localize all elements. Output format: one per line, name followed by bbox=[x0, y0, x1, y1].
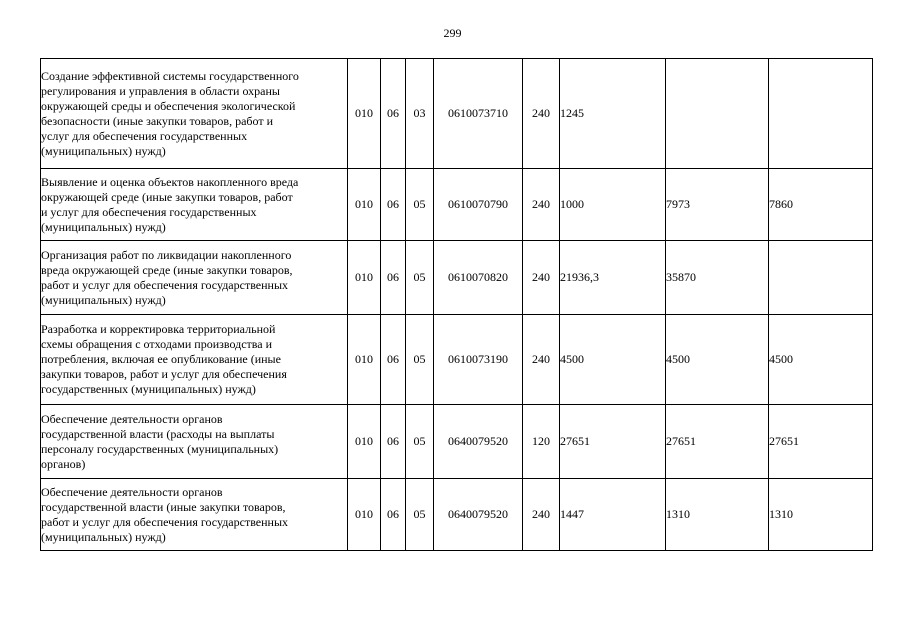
cell-target-article: 0610070820 bbox=[434, 241, 523, 315]
cell-amount-year-2: 27651 bbox=[666, 405, 769, 479]
cell-description bbox=[41, 479, 348, 551]
cell-expense-type: 240 bbox=[523, 169, 560, 241]
cell-amount-year-3 bbox=[769, 241, 873, 315]
cell-section: 06 bbox=[381, 479, 406, 551]
description-line: (муниципальных) нужд) bbox=[41, 529, 166, 544]
description-line: и услуг для обеспечения государственных bbox=[41, 204, 257, 219]
cell-subsection: 05 bbox=[406, 315, 434, 405]
table-body bbox=[41, 59, 873, 551]
description-line: работ и услуг для обеспечения государственных bbox=[41, 514, 289, 529]
cell-subsection: 05 bbox=[406, 479, 434, 551]
description-line: Выявление и оценка объектов накопленного вреда bbox=[41, 174, 299, 189]
cell-section: 06 bbox=[381, 59, 406, 169]
cell-expense-type: 240 bbox=[523, 241, 560, 315]
description-line: Разработка и корректировка территориальной bbox=[41, 322, 276, 336]
description-line: закупки товаров, работ и услуг для обеспечения bbox=[41, 367, 287, 381]
table-row bbox=[41, 169, 873, 241]
cell-target-article: 0640079520 bbox=[434, 405, 523, 479]
description-line: вреда окружающей среде (иные закупки товаров, bbox=[41, 262, 293, 277]
cell-amount-year-2: 35870 bbox=[666, 241, 769, 315]
cell-amount-year-2: 4500 bbox=[666, 315, 769, 405]
description-line: схемы обращения с отходами производства и bbox=[41, 337, 273, 351]
cell-subsection: 05 bbox=[406, 169, 434, 241]
description-line: Создание эффективной системы государственного bbox=[41, 68, 299, 83]
cell-grbs: 010 bbox=[348, 59, 381, 169]
table-row bbox=[41, 479, 873, 551]
table-row bbox=[41, 59, 873, 169]
cell-subsection: 03 bbox=[406, 59, 434, 169]
cell-description bbox=[41, 315, 348, 405]
cell-amount-year-2: 7973 bbox=[666, 169, 769, 241]
description-line: безопасности (иные закупки товаров, работ и bbox=[41, 113, 274, 128]
cell-amount-year-1: 1245 bbox=[560, 59, 666, 169]
description-line: государственной власти (иные закупки товаров, bbox=[41, 499, 286, 514]
cell-amount-year-3: 4500 bbox=[769, 315, 873, 405]
description-line: потребления, включая ее опубликование (иные bbox=[41, 352, 281, 366]
description-line: (муниципальных) нужд) bbox=[41, 292, 166, 307]
description-line: государственных (муниципальных) нужд) bbox=[41, 382, 256, 396]
table-row bbox=[41, 315, 873, 405]
cell-expense-type: 240 bbox=[523, 59, 560, 169]
description-line: органов) bbox=[41, 456, 86, 471]
cell-target-article: 0640079520 bbox=[434, 479, 523, 551]
cell-amount-year-1: 27651 bbox=[560, 405, 666, 479]
cell-subsection: 05 bbox=[406, 405, 434, 479]
cell-amount-year-1: 4500 bbox=[560, 315, 666, 405]
cell-description bbox=[41, 241, 348, 315]
cell-grbs: 010 bbox=[348, 315, 381, 405]
page-number: 299 bbox=[443, 26, 462, 40]
cell-subsection: 05 bbox=[406, 241, 434, 315]
cell-amount-year-3: 27651 bbox=[769, 405, 873, 479]
cell-amount-year-1: 1000 bbox=[560, 169, 666, 241]
description-line: окружающей среды и обеспечения экологической bbox=[41, 98, 296, 113]
cell-grbs: 010 bbox=[348, 241, 381, 315]
cell-description bbox=[41, 59, 348, 169]
cell-section: 06 bbox=[381, 169, 406, 241]
description-line: Организация работ по ликвидации накопленного bbox=[41, 247, 292, 262]
description-line: услуг для обеспечения государственных bbox=[41, 128, 248, 143]
cell-grbs: 010 bbox=[348, 479, 381, 551]
cell-amount-year-1: 1447 bbox=[560, 479, 666, 551]
cell-target-article: 0610070790 bbox=[434, 169, 523, 241]
description-line: персоналу государственных (муниципальных) bbox=[41, 441, 279, 456]
cell-description bbox=[41, 405, 348, 479]
cell-expense-type: 240 bbox=[523, 315, 560, 405]
cell-section: 06 bbox=[381, 315, 406, 405]
cell-description bbox=[41, 169, 348, 241]
description-line: Обеспечение деятельности органов bbox=[41, 411, 223, 426]
cell-amount-year-2 bbox=[666, 59, 769, 169]
cell-grbs: 010 bbox=[348, 405, 381, 479]
cell-target-article: 0610073710 bbox=[434, 59, 523, 169]
table-row bbox=[41, 405, 873, 479]
cell-amount-year-3: 7860 bbox=[769, 169, 873, 241]
cell-section: 06 bbox=[381, 405, 406, 479]
cell-amount-year-2: 1310 bbox=[666, 479, 769, 551]
cell-grbs: 010 bbox=[348, 169, 381, 241]
cell-amount-year-3 bbox=[769, 59, 873, 169]
cell-expense-type: 120 bbox=[523, 405, 560, 479]
description-line: регулирования и управления в области охраны bbox=[41, 83, 280, 98]
description-line: (муниципальных) нужд) bbox=[41, 143, 166, 158]
description-line: окружающей среде (иные закупки товаров, работ bbox=[41, 189, 293, 204]
description-line: Обеспечение деятельности органов bbox=[41, 484, 223, 499]
cell-section: 06 bbox=[381, 241, 406, 315]
description-line: государственной власти (расходы на выплаты bbox=[41, 426, 275, 441]
budget-table bbox=[40, 58, 873, 551]
cell-amount-year-1: 21936,3 bbox=[560, 241, 666, 315]
description-line: работ и услуг для обеспечения государственных bbox=[41, 277, 289, 292]
cell-amount-year-3: 1310 bbox=[769, 479, 873, 551]
cell-target-article: 0610073190 bbox=[434, 315, 523, 405]
table-row bbox=[41, 241, 873, 315]
description-line: (муниципальных) нужд) bbox=[41, 219, 166, 234]
cell-expense-type: 240 bbox=[523, 479, 560, 551]
